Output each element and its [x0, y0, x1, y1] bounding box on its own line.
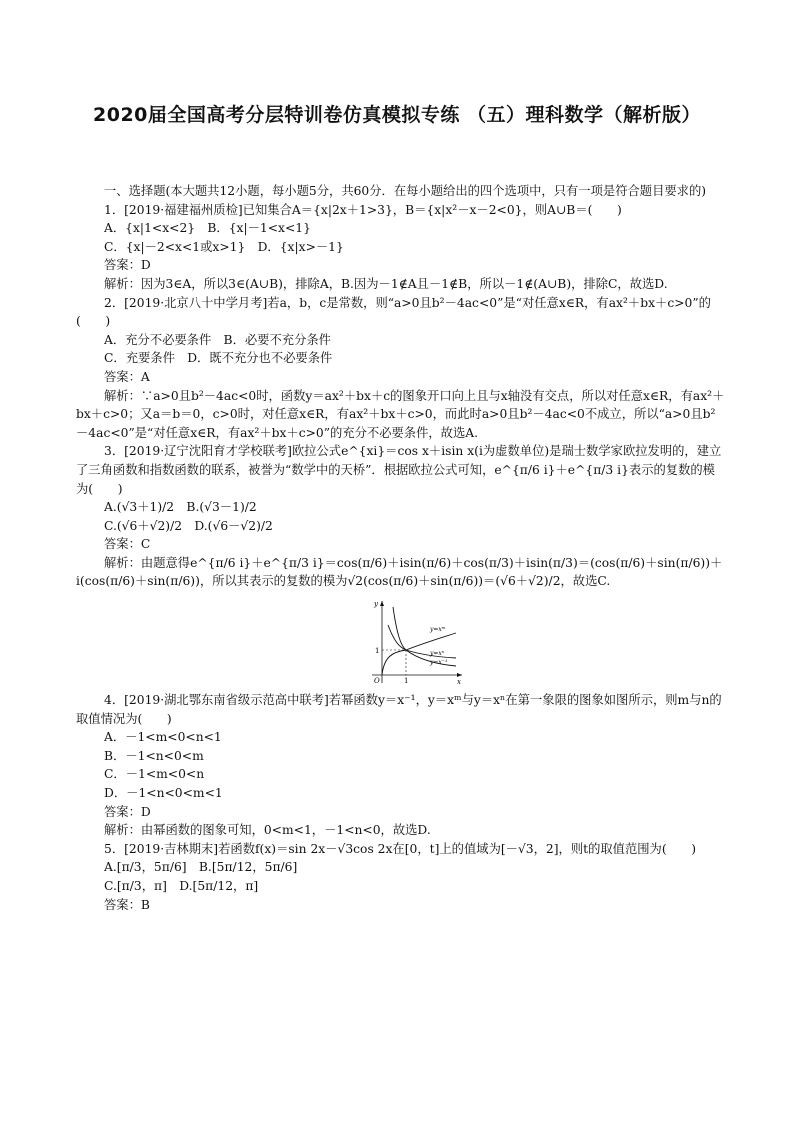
question-3-answer: 答案：C: [104, 537, 151, 552]
curve-x-power-n: [388, 625, 456, 658]
question-3-options-cd: C.(√6＋√2)/2 D.(√6－√2)/2: [104, 518, 273, 533]
question-1-analysis: 解析：因为3∈A，所以3∈(A∪B)，排除A，B.因为－1∉A且－1∉B，所以－1∉(A∪B)，排除C，故选D.: [104, 276, 668, 291]
question-2-stem: 2．[2019·北京八十中学月考]若a，b，c是常数，则“a>0且b²－4ac<0”是“对任意x∈R，有ax²＋bx＋c>0”的( ): [76, 295, 711, 329]
curve-m-label: y=xᵐ: [430, 626, 446, 634]
question-1-options-ab: A．{x|1<x<2} B．{x|－1<x<1}: [104, 221, 311, 236]
y-axis-label: y: [374, 600, 378, 609]
question-4-option-a: A．－1<m<0<n<1: [104, 730, 222, 745]
question-4-option-b: B．－1<n<0<m: [104, 748, 204, 763]
question-1-answer: 答案：D: [104, 258, 151, 273]
question-2-options-ab: A．充分不必要条件 B．必要不充分条件: [104, 332, 331, 347]
x-axis-arrow-icon: [457, 673, 462, 677]
question-4-option-c: C．－1<m<0<n: [104, 767, 205, 782]
question-5-options-ab: A.[π/3，5π/6] B.[5π/12，5π/6]: [104, 860, 298, 875]
question-3-options-ab: A.(√3＋1)/2 B.(√3－1)/2: [104, 500, 257, 515]
question-2-analysis: 解析：∵a>0且b²－4ac<0时，函数y＝ax²＋bx＋c的图象开口向上且与x轴没有交点，所以对任意x∈R，有ax²＋bx＋c>0；又a＝b＝0，c>0时，对任意x∈R，有ax²＋bx＋c>0，而此时a>0且b²－4ac<0不成立，所以“a>0且b²－4ac<0”是“对任意x∈R，有ax²＋bx＋c>0”的充分不必要条件，故选A.: [76, 388, 725, 440]
question-5-options-cd: C.[π/3，π] D.[5π/12，π]: [104, 879, 259, 893]
y-tick-label: 1: [375, 647, 380, 656]
y-axis-arrow-icon: [380, 601, 384, 606]
question-1-options-cd: C．{x|－2<x<1或x>1} D．{x|x>－1}: [104, 239, 344, 254]
question-5-answer: 答案：B: [104, 897, 150, 912]
question-1-stem: 1．[2019·福建福州质检]已知集合A＝{x|2x＋1>3}，B＝{x|x²－x－2<0}，则A∪B＝( ): [104, 202, 622, 217]
question-4-analysis: 解析：由幂函数的图象可知，0<m<1，－1<n<0，故选D.: [104, 823, 431, 838]
origin-label: O: [374, 677, 380, 686]
question-4-option-d: D．－1<n<0<m<1: [104, 786, 223, 801]
curve-n-label: y=xⁿ: [430, 650, 445, 658]
power-function-graph: [366, 597, 466, 687]
document-body: [76, 182, 726, 914]
question-3-stem: 3．[2019·辽宁沈阳育才学校联考]欧拉公式e^{xi}＝cos x＋isin x(i为虚数单位)是瑞士数学家欧拉发明的，建立了三角函数和指数函数的联系，被誉为“数学中的天桥”．根据欧拉公式可知，e^{π/6 i}＋e^{π/3 i}表示的复数的模为( ): [76, 444, 722, 496]
x-axis-label: x: [457, 678, 461, 687]
question-2-answer: 答案：A: [104, 369, 150, 384]
question-4-answer: 答案：D: [104, 804, 151, 819]
curve-x-power-m: [382, 633, 456, 675]
question-3-analysis: 解析：由题意得e^{π/6 i}＋e^{π/3 i}＝cos(π/6)＋isin(π/6)＋cos(π/3)＋isin(π/3)＝(cos(π/6)＋sin(π/6))＋i(cos(π/6)＋sin(π/6))，所以其表示的复数的模为√2(cos(π/6)＋sin(π/6))＝(√6＋√2)/2，故选C.: [76, 555, 723, 589]
section-heading: 一、选择题(本大题共12小题，每小题5分，共60分．在每小题给出的四个选项中，只有一项是符合题目要求的): [104, 184, 707, 198]
question-2-options-cd: C．充要条件 D．既不充分也不必要条件: [104, 351, 333, 366]
question-5-stem: 5．[2019·吉林期末]若函数f(x)＝sin 2x－√3cos 2x在[0，t]上的值域为[－√3，2]，则t的取值范围为( ): [104, 841, 697, 856]
question-4-stem: 4．[2019·湖北鄂东南省级示范高中联考]若幂函数y＝x⁻¹，y＝xᵐ与y＝xⁿ在第一象限的图象如图所示，则m与n的取值情况为( ): [76, 693, 722, 726]
x-tick-label: 1: [404, 677, 409, 686]
curve-neg-label: y=x⁻¹: [430, 659, 448, 667]
document-title: 2020届全国高考分层特训卷仿真模拟专练 （五）理科数学（解析版）: [93, 104, 701, 126]
